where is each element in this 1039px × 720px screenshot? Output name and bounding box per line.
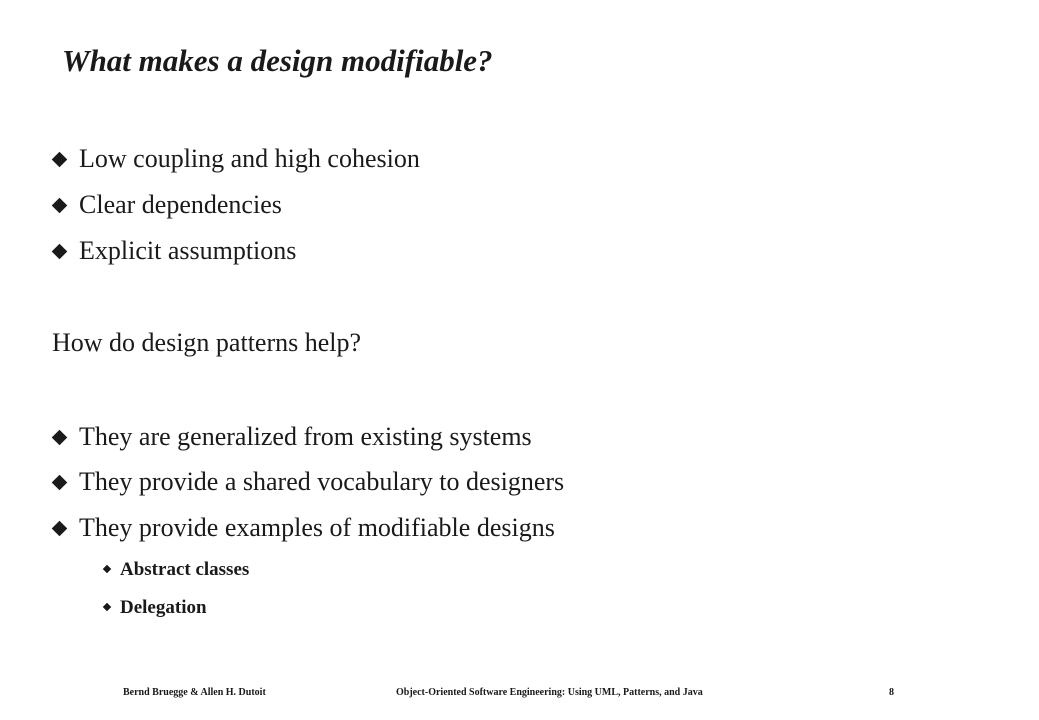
- sub-bullet-text: Delegation: [120, 596, 207, 618]
- bullet-text: Clear dependencies: [79, 190, 282, 219]
- sub-bullet-abstract-classes: [104, 557, 249, 581]
- diamond-bullet-icon: [52, 474, 68, 490]
- bullet-item-generalized: [52, 420, 532, 454]
- bullet-item-explicit-assumptions: [52, 234, 296, 268]
- diamond-bullet-icon: [52, 151, 68, 167]
- footer-page-number: 8: [889, 687, 894, 698]
- sub-bullet-delegation: [104, 595, 207, 619]
- bullet-item-clear-dependencies: [52, 188, 282, 222]
- small-diamond-bullet-icon: [103, 603, 111, 611]
- slide-title: What makes a design modifiable?: [62, 43, 493, 78]
- footer-authors: Bernd Bruegge & Allen H. Dutoit: [123, 687, 266, 698]
- sub-bullet-text: Abstract classes: [120, 558, 250, 580]
- bullet-item-low-coupling: [52, 142, 420, 176]
- bullet-text: They are generalized from existing systems: [79, 422, 532, 451]
- bullet-item-shared-vocabulary: [52, 465, 564, 499]
- bullet-text: They provide examples of modifiable designs: [79, 513, 555, 542]
- diamond-bullet-icon: [52, 429, 68, 445]
- diamond-bullet-icon: [52, 197, 68, 213]
- bullet-item-examples: [52, 511, 555, 545]
- diamond-bullet-icon: [52, 243, 68, 259]
- diamond-bullet-icon: [52, 520, 68, 536]
- bullet-text: They provide a shared vocabulary to designers: [79, 467, 565, 496]
- bullet-text: Explicit assumptions: [79, 236, 297, 265]
- bullet-text: Low coupling and high cohesion: [79, 144, 420, 173]
- small-diamond-bullet-icon: [103, 565, 111, 573]
- footer-book-title: Object-Oriented Software Engineering: Using UML, Patterns, and Java: [396, 687, 703, 698]
- section-question: How do design patterns help?: [52, 328, 362, 357]
